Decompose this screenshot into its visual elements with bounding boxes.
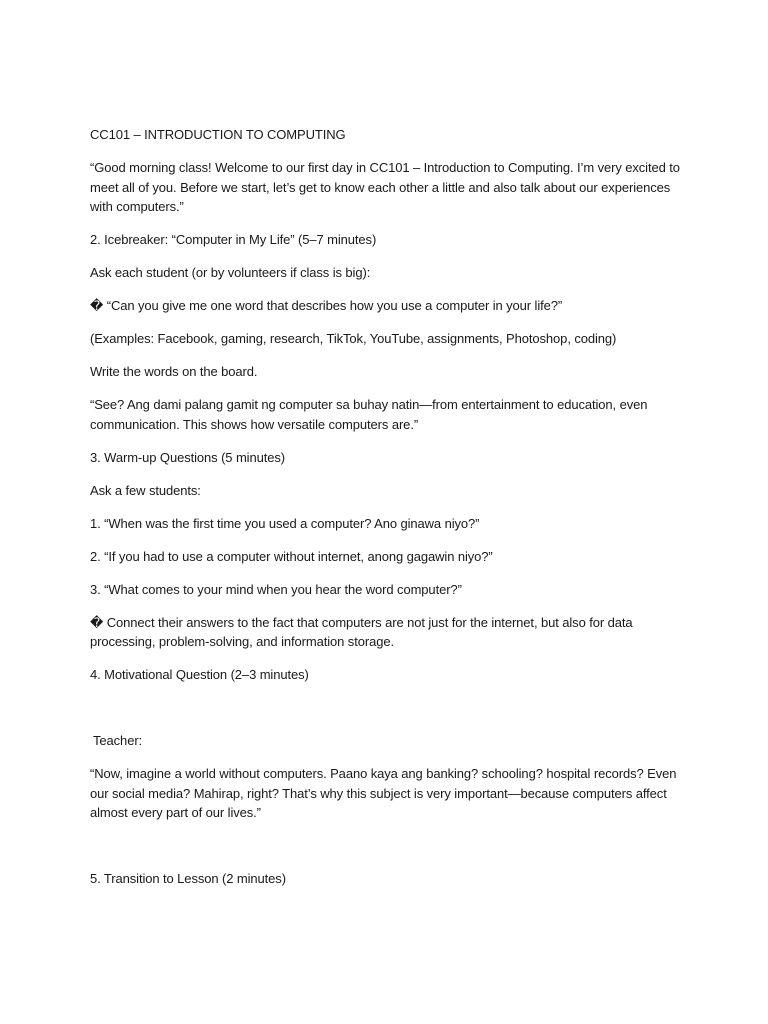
document-body (90, 125, 680, 902)
paragraph-connect-answers: � Connect their answers to the fact that computers are not just for the internet, but also for data processing, problem-solving, and information storage. (90, 614, 633, 649)
heading-warm-up: 3. Warm-up Questions (5 minutes) (90, 449, 285, 465)
heading-motivational: 4. Motivational Question (2–3 minutes) (90, 667, 309, 682)
paragraph-versatile: “See? Ang dami palang gamit ng computer sa buhay natin—from entertainment to education, even communication. This shows how versatile computers are.” (90, 397, 648, 432)
paragraph-ask-few: Ask a few students: (90, 482, 201, 498)
blank-line (90, 836, 680, 869)
paragraph-examples: (Examples: Facebook, gaming, research, TikTok, YouTube, assignments, Photoshop, coding) (90, 331, 617, 346)
paragraph-greeting: “Good morning class! Welcome to our first day in CC101 – Introduction to Computing. I’m very excited to meet all of you. Before we start, let’s get to know each other a little and also talk about our experiences with computers.” (90, 160, 680, 214)
paragraph-write-board: Write the words on the board. (90, 364, 258, 379)
paragraph-ask-students: Ask each student (or by volunteers if class is big): (90, 265, 371, 280)
question-3: 3. “What comes to your mind when you hear the word computer?” (90, 581, 462, 597)
document-title: CC101 – INTRODUCTION TO COMPUTING (90, 127, 346, 142)
paragraph-one-word-question: � “Can you give me one word that describes how you use a computer in your life?” (90, 298, 563, 313)
heading-icebreaker: 2. Icebreaker: “Computer in My Life” (5–7 minutes) (90, 232, 377, 247)
heading-transition: 5. Transition to Lesson (2 minutes) (90, 871, 286, 886)
question-1: 1. “When was the first time you used a computer? Ano ginawa niyo?” (90, 515, 480, 531)
teacher-quote: “Now, imagine a world without computers. Paano kaya ang banking? schooling? hospital records? Even our social media? Mahirap, right? That’s why this subject is very important—because computers affect almost every part of our lives.” (90, 766, 677, 820)
teacher-label: Teacher: (93, 733, 143, 748)
blank-line (90, 698, 680, 731)
question-2: 2. “If you had to use a computer without internet, anong gagawin niyo?” (90, 548, 493, 564)
